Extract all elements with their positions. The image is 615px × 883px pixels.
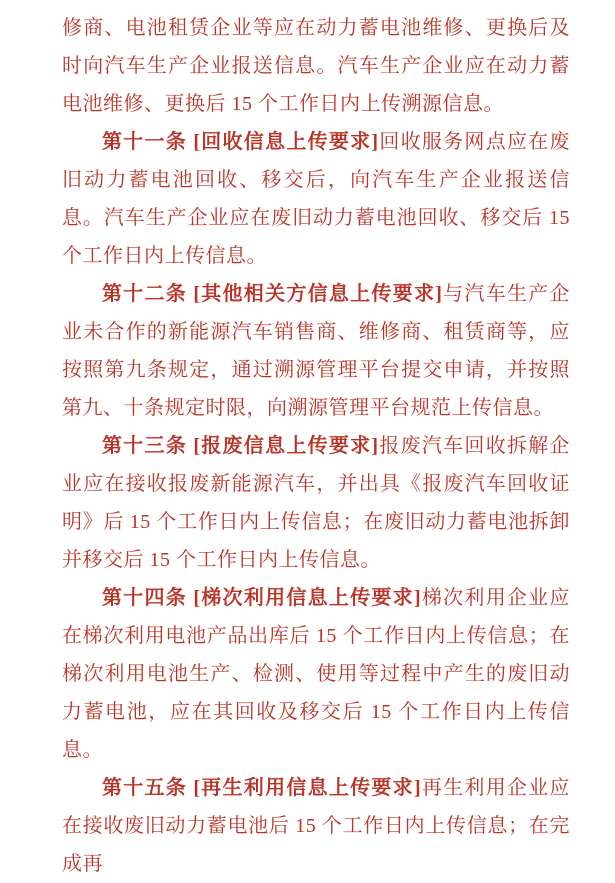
paragraph-text: 回收服务网点应在废旧动力蓄电池回收、移交后，向汽车生产企业报送信息。汽车生产企业应在废旧动力蓄电池回收、移交后 15 个工作日内上传信息。 <box>62 131 570 267</box>
article-14-paragraph <box>62 579 570 769</box>
paragraph-text: 报废汽车回收拆解企业应在接收报废新能源汽车，并出具《报废汽车回收证明》后 15 个工作日内上传信息；在废旧动力蓄电池拆卸并移交后 15 个工作日内上传信息。 <box>62 435 570 571</box>
paragraph-text: 梯次利用企业应在梯次利用电池产品出库后 15 个工作日内上传信息；在梯次利用电池生产、检测、使用等过程中产生的废旧动力蓄电池，应在其回收及移交后 15 个工作日内上传信息。 <box>62 587 571 761</box>
article-13-paragraph <box>62 427 570 579</box>
paragraph-text: 修商、电池租赁企业等应在动力蓄电池维修、更换后及时向汽车生产企业报送信息。汽车生产企业应在动力蓄电池维修、更换后 15 个工作日内上传溯源信息。 <box>62 17 570 115</box>
article-12-heading: 第十二条 [其他相关方信息上传要求] <box>102 283 443 305</box>
article-15-heading: 第十五条 [再生利用信息上传要求] <box>102 777 422 799</box>
article-13-heading: 第十三条 [报废信息上传要求] <box>102 435 379 457</box>
article-14-heading: 第十四条 [梯次利用信息上传要求] <box>102 587 422 609</box>
paragraph-text: 与汽车生产企业未合作的新能源汽车销售商、维修商、租赁商等，应按照第九条规定，通过溯源管理平台提交申请，并按照第九、十条规定时限，向溯源管理平台规范上传信息。 <box>62 283 571 419</box>
article-12-paragraph <box>62 275 570 427</box>
paragraph-text: 再生利用企业应在接收废旧动力蓄电池后 15 个工作日内上传信息；在完成再 <box>62 777 571 875</box>
article-11-heading: 第十一条 [回收信息上传要求] <box>102 131 379 153</box>
paragraph-continuation <box>62 9 570 123</box>
article-15-paragraph <box>62 769 570 883</box>
article-11-paragraph <box>62 123 570 275</box>
